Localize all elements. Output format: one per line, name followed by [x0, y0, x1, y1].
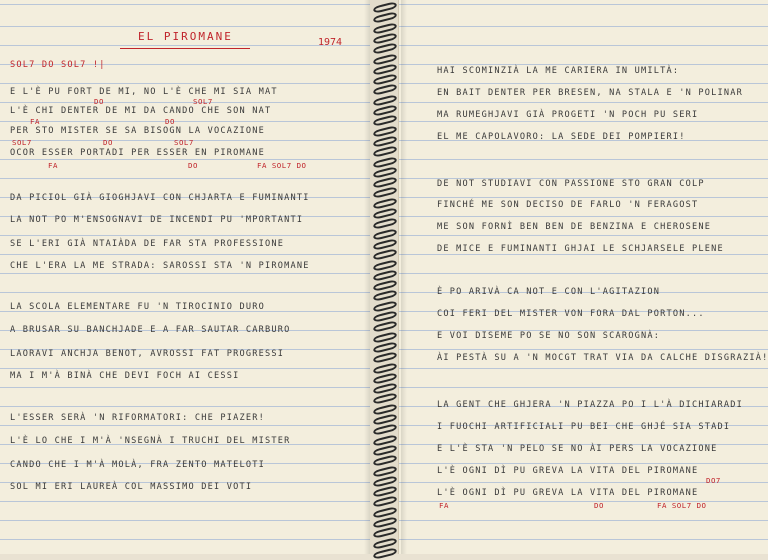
chord: DO7: [706, 476, 721, 485]
lyric-line: PER STO MISTER SE SA BISOGN LA VOCAZIONE: [10, 126, 265, 136]
spiral-coil: [373, 393, 398, 406]
lyric-line: L'È OGNI DÌ PU GREVA LA VITA DEL PIROMANE: [437, 488, 699, 498]
spiral-coil: [373, 84, 398, 97]
chord: FA SOL7 DO: [657, 501, 707, 510]
song-title: EL PIROMANE: [138, 30, 233, 43]
lyric-line: E VOI DISEME PO SE NO SON SCAROGNÀ:: [437, 331, 661, 341]
chord: SOL7: [174, 138, 194, 147]
chord: SOL7: [193, 97, 213, 106]
right-page: [398, 0, 768, 554]
lyric-line: DE MICE E FUMINANTI GHJAI LE SCHJARSELE PLENE: [437, 244, 724, 254]
lyric-line: È PO ARIVÀ CA NOT E CON L'AGITAZION: [437, 287, 661, 297]
lyric-line: E L'È PU FORT DE MI, NO L'È CHE MI SIA MAT: [10, 87, 278, 97]
lyric-line: OCOR ESSER PORTADI PER ESSER EN PIROMANE: [10, 148, 265, 158]
spiral-coil: [373, 187, 398, 200]
spiral-coil: [373, 11, 398, 24]
lyric-line: A BRUSAR SU BANCHJADE E A FAR SAUTAR CARBURO: [10, 325, 291, 335]
lyric-line: L'ESSER SERÀ 'N RIFORMATORI: CHE PIAZER!: [10, 413, 265, 423]
lyric-line: MA I M'À BINÀ CHE DEVI FOCH AI CESSI: [10, 371, 240, 381]
chord: DO: [594, 501, 604, 510]
spiral-binding: [370, 0, 400, 554]
spiral-coil: [373, 547, 398, 560]
lyric-line: LA NOT PO M'ENSOGNAVI DE INCENDI PU 'MPORTANTI: [10, 215, 304, 225]
spiral-coil: [373, 454, 398, 467]
spiral-coil: [373, 496, 398, 509]
spiral-coil: [373, 351, 398, 364]
lyric-line: COI FERI DEL MISTER VON FORA DAL PORTON...: [437, 309, 705, 319]
lyric-line: I FUOCHI ARTIFICIALI PU BEI CHE GHJÉ SIA STADI: [437, 422, 731, 432]
lyric-line: L'È OGNI DÌ PU GREVA LA VITA DEL PIROMANE: [437, 466, 699, 476]
lyric-line: HAI SCOMINZIÀ LA ME CARIERA IN UMILTÀ:: [437, 66, 680, 76]
lyric-line: EN BAIT DENTER PER BRESEN, NA STALA E 'N POLINAR: [437, 88, 743, 98]
spiral-coil: [373, 423, 398, 436]
lyric-line: SOL MI ERI LAUREÀ COL MASSIMO DEI VOTI: [10, 482, 253, 492]
lyric-line: DE NOT STUDIAVI CON PASSIONE STO GRAN COLP: [437, 179, 705, 189]
lyric-line: ÀI PESTÀ SU A 'N MOCGT TRAT VIA DA CALCHE DISGRAZIÀ!: [437, 353, 768, 363]
intro-chords: SOL7 DO SOL7 !|: [10, 60, 106, 70]
lyric-line: LA SCOLA ELEMENTARE FU 'N TIROCINIO DURO: [10, 302, 265, 312]
spiral-coil: [373, 114, 398, 127]
chord: FA: [30, 117, 40, 126]
lyric-line: E L'È STA 'N PELO SE NO ÀI PERS LA VOCAZIONE: [437, 444, 718, 454]
chord: FA: [48, 161, 58, 170]
lyric-line: CANDO CHE I M'À MOLÀ, FRA ZENTO MATELOTI: [10, 460, 265, 470]
chord: DO: [103, 138, 113, 147]
spiral-coil: [373, 290, 398, 303]
lyric-line: CHE L'ERA LA ME STRADA: SAROSSI STA 'N PIROMANE: [10, 261, 310, 271]
lyric-line: MA RUMEGHJAVI GIÀ PROGETI 'N POCH PU SERI: [437, 110, 699, 120]
chord: DO: [165, 117, 175, 126]
lyric-line: LAORAVI ANCHJA BENOT, AVROSSI FAT PROGRESSI: [10, 349, 285, 359]
lyric-line: L'È CHI DENTER DE MI DA CANDO CHE SON NAT: [10, 106, 272, 116]
spiral-coil: [373, 42, 398, 55]
chord: DO: [188, 161, 198, 170]
lyric-line: SE L'ERI GIÀ NTAIÀDA DE FAR STA PROFESSIONE: [10, 239, 285, 249]
lyric-line: EL ME CAPOLAVORO: LA SEDE DEI POMPIERI!: [437, 132, 686, 142]
lyric-line: LA GENT CHE GHJERA 'N PIAZZA PO I L'À DICHIARADI: [437, 400, 743, 410]
lyric-line: DA PICIOL GIÀ GIOGHJAVI CON CHJARTA E FUMINANTI: [10, 193, 310, 203]
spiral-coil: [373, 145, 398, 158]
left-page: [0, 0, 373, 554]
spiral-coil: [373, 320, 398, 333]
spiral-coil: [373, 526, 398, 539]
spiral-coil: [373, 217, 398, 230]
title-underline: [120, 48, 250, 49]
song-year: 1974: [318, 37, 343, 48]
chord: FA: [439, 501, 449, 510]
lyric-line: ME SON FORNÌ BEN BEN DE BENZINA E CHEROSENE: [437, 222, 712, 232]
lyric-line: L'È LO CHE I M'À 'NSEGNÀ I TRUCHI DEL MISTER: [10, 436, 291, 446]
chord: FA SOL7 DO: [257, 161, 307, 170]
chord: SOL7: [12, 138, 32, 147]
chord: DO: [94, 97, 104, 106]
spiral-coil: [373, 248, 398, 261]
lyric-line: FINCHÉ ME SON DECISO DE FARLO 'N FERAGOST: [437, 200, 699, 210]
